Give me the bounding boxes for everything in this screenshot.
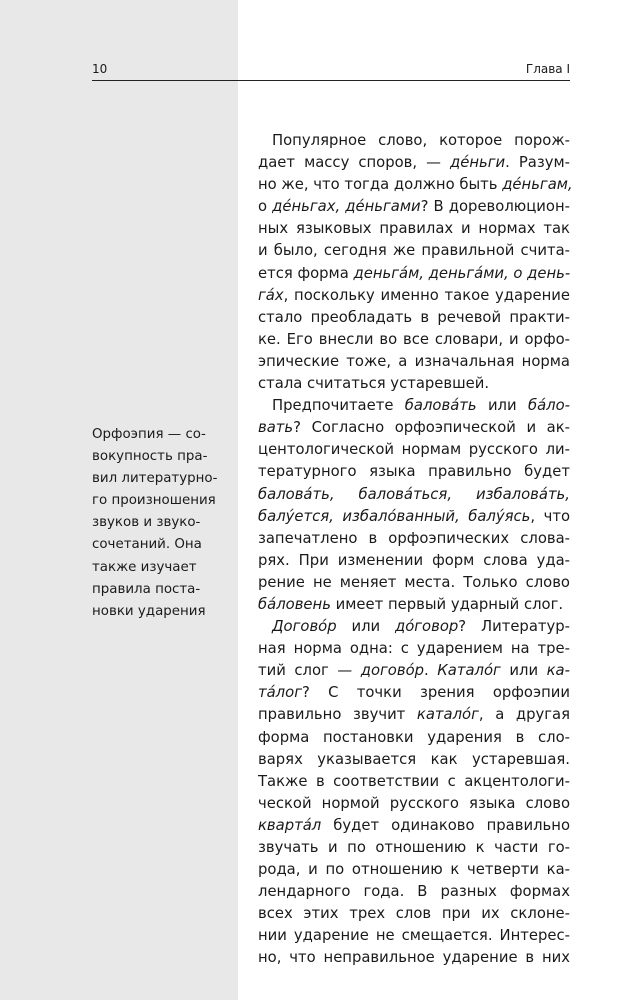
note-line: правила поста-: [92, 581, 201, 597]
body-line: [258, 461, 570, 483]
italic-term: ба́ловень: [258, 595, 331, 613]
body-text-run: ? В дореволюцион-: [420, 198, 570, 216]
body-line: [258, 727, 570, 749]
body-text-run: нии ударение не смещается. Интерес-: [258, 927, 570, 945]
body-text-run: ческой нормой русского языка слово: [258, 794, 570, 812]
body-text-run: но, что неправильное ударение в них: [258, 949, 570, 967]
body-line: [258, 174, 573, 196]
body-text-run: или: [476, 397, 528, 415]
body-text-run: рение не меняет места. Только слово: [258, 573, 570, 591]
note-line: вил литературно-: [92, 471, 218, 487]
body-text-run: . Разум-: [505, 154, 570, 172]
body-line: [258, 660, 570, 682]
body-line: [258, 793, 570, 815]
italic-term: ка-: [546, 662, 570, 680]
body-line: [258, 550, 570, 572]
body-text-run: ных языковых правилах и нормах так: [258, 220, 570, 238]
italic-term: кварта́л: [258, 816, 322, 834]
body-line: [258, 506, 570, 528]
body-text-run: но же, что тогда должно быть: [258, 176, 503, 194]
note-line: Орфоэпия — со-: [92, 427, 206, 442]
body-line: [258, 351, 570, 373]
body-line: [258, 196, 570, 218]
body-text-run: звучать и по отношению к части го-: [258, 839, 570, 856]
body-text-run: или: [500, 662, 547, 680]
italic-term: га́х: [258, 286, 284, 304]
body-line: [258, 417, 570, 439]
body-line: [258, 616, 570, 638]
body-text-run: , поскольку именно такое ударение: [283, 286, 570, 304]
body-line: [258, 881, 570, 903]
body-text-run: варях указывается как устаревшая.: [258, 750, 570, 768]
body-line: [258, 903, 570, 925]
body-line: [258, 859, 570, 881]
body-text-run: правильно звучит: [258, 706, 417, 724]
body-text-run: , что: [530, 507, 570, 525]
italic-term: Догово́р: [272, 618, 337, 636]
italic-term: балова́ть: [404, 397, 477, 415]
body-text-run: о: [258, 198, 273, 216]
body-line: [258, 837, 570, 859]
body-line: [258, 130, 570, 152]
body-text-run: дает массу споров, —: [258, 154, 450, 172]
header-rule: [92, 80, 570, 81]
body-line: [258, 285, 570, 307]
body-line: [258, 395, 570, 417]
body-text-run: ке. Его внесли во все словари, и орфо-: [258, 330, 570, 348]
italic-term: догово́р: [360, 662, 425, 680]
italic-term: деньга́м, деньга́ми, о день-: [353, 264, 571, 282]
body-text-run: будет одинаково правильно: [321, 816, 570, 834]
note-line: новки ударения: [92, 603, 206, 619]
body-text-run: тературного языка правильно будет: [258, 463, 570, 481]
italic-term: катало́г: [416, 706, 479, 724]
body-text-run: ная норма одна: с ударением на тре-: [258, 640, 570, 658]
body-text-run: лендарного года. В разных формах: [258, 883, 570, 901]
body-line: [258, 218, 570, 240]
main-body-text: [258, 130, 573, 970]
italic-term: де́ньгам,: [502, 176, 573, 194]
body-line: [258, 307, 570, 329]
body-line: [258, 594, 570, 616]
body-line: [258, 528, 570, 550]
body-text-run: и было, сегодня же правильной счита-: [258, 242, 570, 260]
body-line: [258, 638, 570, 660]
note-line: также изучает: [92, 559, 197, 575]
body-text-run: стала считаться устаревшей.: [258, 375, 490, 393]
body-text-run: Также в соответствии с акцентологи-: [258, 772, 570, 790]
italic-term: балова́ть, балова́ться, избалова́ть,: [258, 485, 570, 503]
italic-term: де́ньги: [450, 154, 506, 172]
body-line: [258, 152, 570, 174]
body-line: [258, 925, 570, 947]
body-line: [258, 704, 570, 726]
body-text-run: ? С точки зрения орфоэпии: [301, 684, 570, 702]
body-text-run: форма постановки ударения в сло-: [258, 728, 570, 746]
body-text-run: эпические тоже, а изначальная норма: [258, 352, 570, 370]
body-text-run: ется форма: [258, 264, 354, 282]
italic-term: та́лог: [258, 684, 302, 702]
body-text-run: всех этих трех слов при их склоне-: [258, 905, 570, 923]
body-line: [258, 749, 570, 771]
body-text-run: центологической нормам русского ли-: [258, 441, 570, 459]
note-line: сочетаний. Она: [92, 537, 202, 553]
body-text-run: ? Согласно орфоэпической и ак-: [293, 419, 570, 437]
italic-term: балу́ется, избало́ванный, балу́ясь: [258, 507, 531, 525]
body-text-run: имеет первый ударный слог.: [330, 595, 564, 613]
body-text-run: рода, и по отношению к четверти ка-: [258, 861, 570, 879]
body-line: [258, 815, 570, 837]
body-line: [258, 240, 570, 262]
italic-term: вать: [258, 419, 294, 437]
body-line: [258, 263, 570, 285]
note-line: звуков и звуко-: [92, 515, 201, 531]
page-number: 10: [92, 62, 108, 76]
note-line: вокупность пра-: [92, 449, 208, 465]
body-text-run: ? Литератур-: [458, 618, 570, 636]
body-text-run: рях. При изменении форм слова уда-: [258, 551, 570, 569]
body-text-run: тий слог —: [258, 662, 361, 680]
body-line: [258, 572, 570, 594]
body-text-run: стало преобладать в речевой практи-: [258, 308, 570, 326]
italic-term: де́ньгах, де́ньгами: [272, 198, 421, 216]
body-line: [258, 771, 570, 793]
italic-term: Катало́г: [437, 662, 501, 680]
running-head: [92, 62, 570, 79]
chapter-title: Глава I: [525, 62, 570, 76]
body-line: [258, 373, 570, 395]
note-line: го произношения: [92, 493, 216, 509]
body-text-run: запечатлено в орфоэпических слова-: [258, 529, 570, 547]
body-text-run: .: [424, 662, 438, 680]
body-line: [258, 439, 570, 461]
italic-term: ба́ло-: [527, 397, 570, 415]
body-text-run: Популярное слово, которое порож-: [272, 132, 570, 149]
body-text-run: , а другая: [478, 706, 570, 724]
body-text-run: или: [336, 618, 395, 636]
body-line: [258, 947, 570, 969]
italic-term: до́говор: [394, 618, 459, 636]
body-text-run: Предпочитаете: [272, 397, 405, 415]
body-line: [258, 484, 570, 506]
body-line: [258, 329, 570, 351]
body-line: [258, 682, 570, 704]
sidebar-definition-note: [92, 424, 216, 623]
